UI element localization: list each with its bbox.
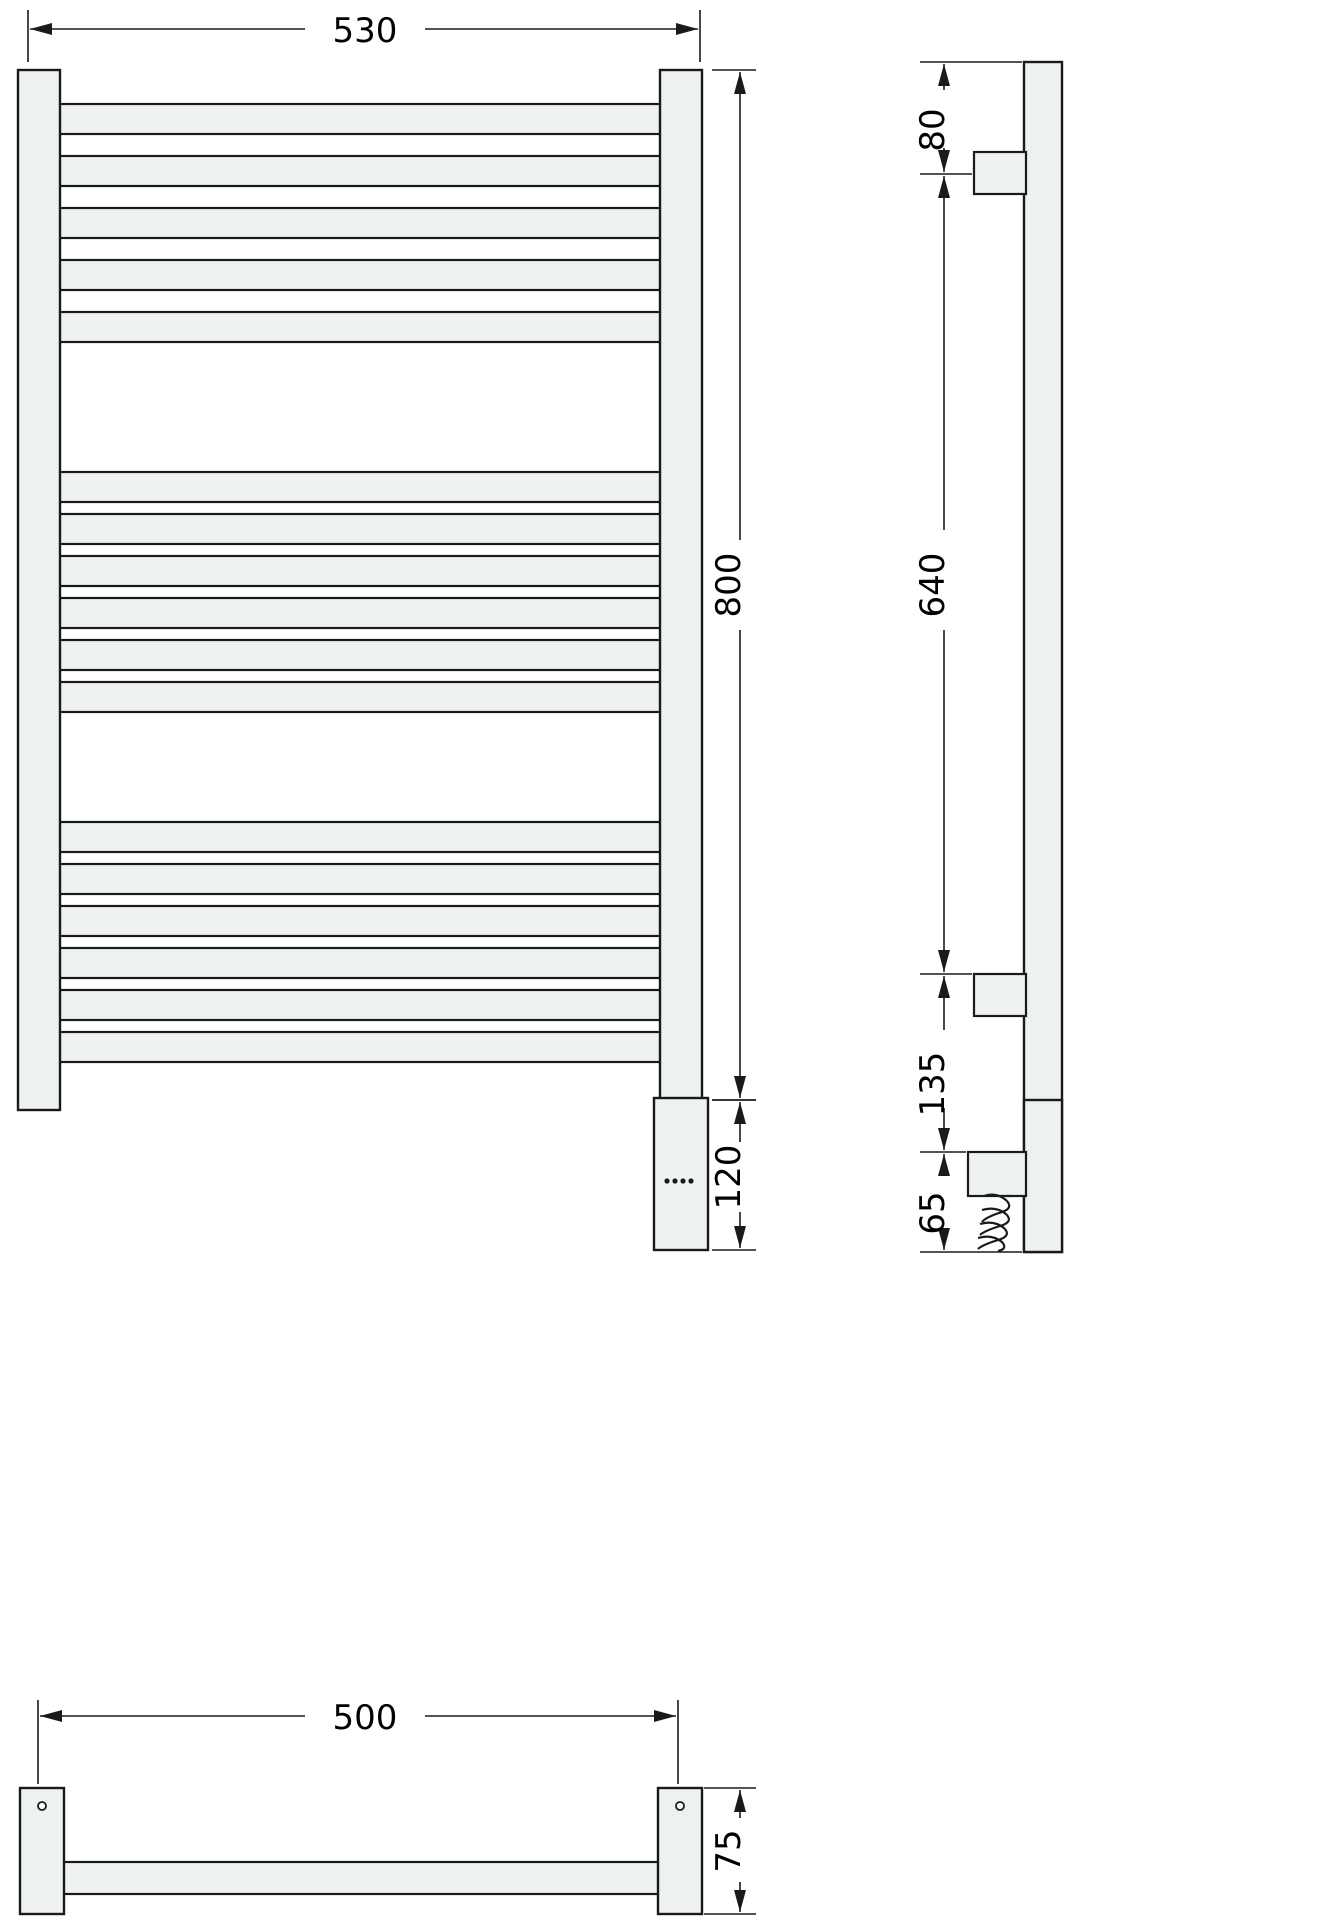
top-view-left-hole — [38, 1802, 46, 1810]
dim-front-height — [709, 70, 756, 1100]
dim-top-width — [38, 1698, 678, 1784]
side-view — [968, 62, 1062, 1252]
dim-bracket-span-label: 640 — [913, 552, 953, 618]
top-view-rail — [46, 1862, 682, 1894]
dim-element-height-label: 120 — [709, 1144, 749, 1210]
dim-top-depth — [704, 1788, 756, 1914]
dim-bracket-span — [913, 176, 972, 974]
front-view-left-post — [18, 70, 60, 1110]
top-view — [20, 1788, 702, 1914]
dim-top-width-label: 500 — [332, 1698, 398, 1738]
front-view-rungs — [56, 104, 672, 1062]
side-view-element-block — [1024, 1100, 1062, 1252]
side-view-upper-bracket — [974, 152, 1026, 194]
dim-front-height-label: 800 — [709, 552, 749, 618]
side-view-dimensions — [913, 62, 1022, 1252]
dim-top-depth-label: 75 — [709, 1829, 749, 1873]
dim-front-width — [28, 10, 700, 62]
top-view-right-hole — [676, 1802, 684, 1810]
dim-element-height — [709, 1100, 756, 1250]
dim-side-top-offset-label: 80 — [913, 108, 953, 152]
dim-cable-offset-label: 65 — [913, 1191, 953, 1235]
front-view-heating-element — [654, 1098, 708, 1250]
dim-lower-offset — [913, 976, 966, 1152]
front-view-dimensions — [28, 10, 756, 1250]
side-view-cable-gland — [968, 1152, 1026, 1196]
side-view-lower-bracket — [974, 974, 1026, 1016]
side-view-body — [1024, 62, 1062, 1252]
dim-front-width-label: 530 — [332, 11, 398, 51]
side-view-coiled-cable — [978, 1195, 1012, 1251]
dim-lower-offset-label: 135 — [913, 1051, 953, 1117]
front-view — [18, 70, 708, 1250]
front-view-right-post — [660, 70, 702, 1100]
